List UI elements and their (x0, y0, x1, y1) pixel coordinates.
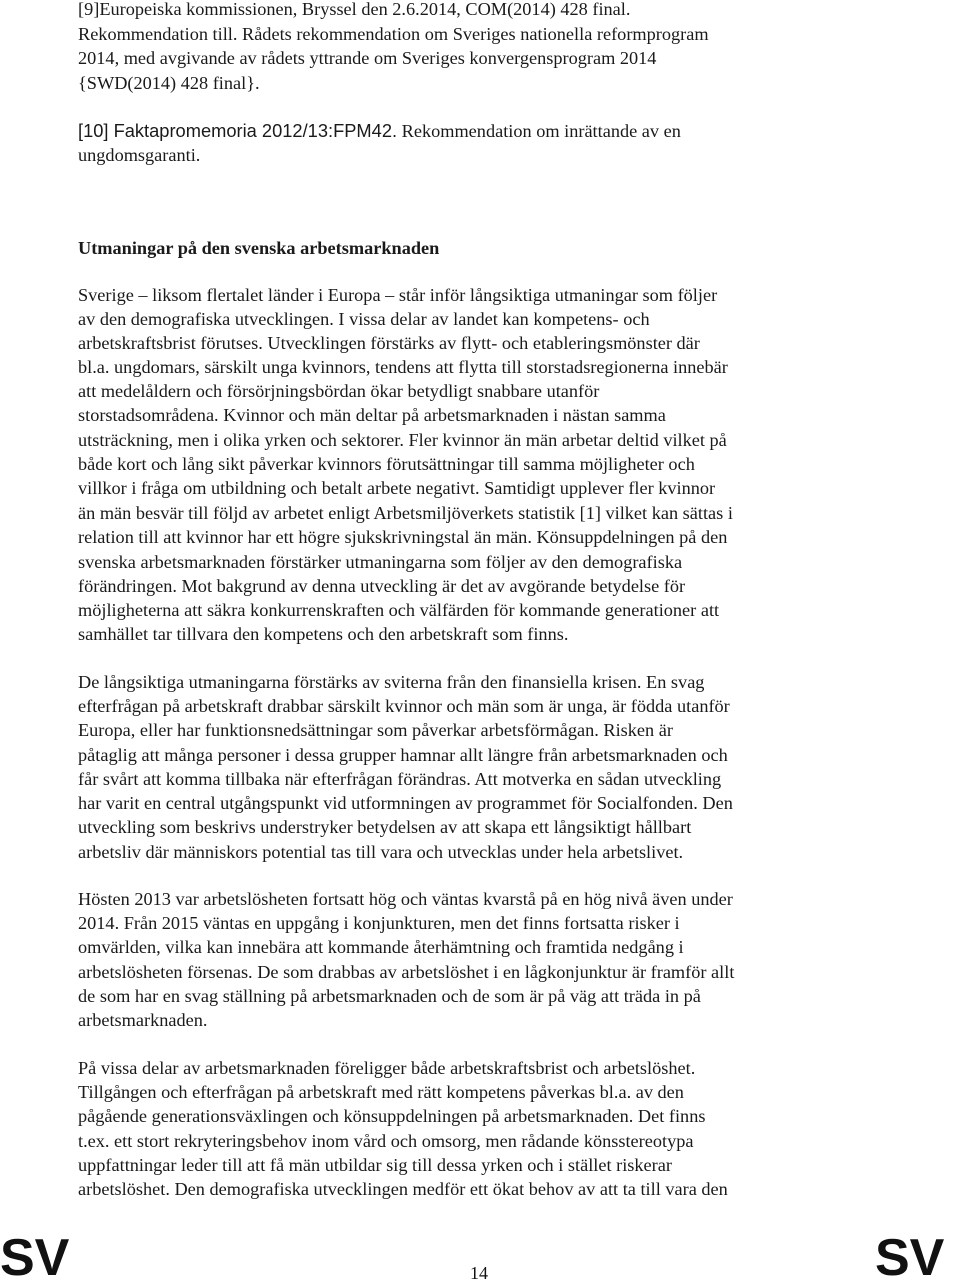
paragraph-line: får svårt att komma tillbaka när efterfrågan förändras. Att motverka en sådan utveckling (78, 769, 722, 789)
paragraph-line: de som har en svag ställning på arbetsmarknaden och de som är på väg att träda in på (78, 986, 701, 1006)
paragraph-line: Sverige – liksom flertalet länder i Europa – står inför långsiktiga utmaningar som följer (78, 285, 718, 305)
footnote-9-line: {SWD(2014) 428 final}. (78, 73, 260, 93)
footer-language-mark-left: SV (0, 1229, 70, 1287)
footnote-10-line: ungdomsgaranti. (78, 145, 201, 165)
footer-language-mark-right: SV (875, 1229, 945, 1287)
paragraph-line: möjligheterna att säkra konkurrenskraften och välfärden för kommande generationer att (78, 600, 720, 620)
footnote-9-line: 2014, med avgivande av rådets yttrande om Sveriges konvergensprogram 2014 (78, 48, 657, 68)
paragraph-line: Hösten 2013 var arbetslösheten fortsatt hög och väntas kvarstå på en hög nivå även under (78, 889, 733, 909)
paragraph-line: har varit en central utgångspunkt vid utformningen av programmet för Socialfonden. Den (78, 793, 733, 813)
paragraph-line: uppfattningar leder till att få män utbildar sig till dessa yrken och i stället riskerar (78, 1155, 672, 1175)
paragraph-line: Tillgången och efterfrågan på arbetskraft med rätt kompetens påverkas bl.a. av den (78, 1082, 684, 1102)
paragraph-line: än män besvär till följd av arbetet enligt Arbetsmiljöverkets statistik [1] vilket kan sättas i (78, 503, 733, 523)
paragraph-line: villkor i fråga om utbildning och betalt arbete negativt. Samtidigt upplever fler kvinnor (78, 478, 716, 498)
paragraph-line: omvärlden, vilka kan innebära att kommande återhämtning och framtida nedgång i (78, 937, 684, 957)
paragraph-line: bl.a. ungdomars, särskilt unga kvinnors, tendens att flytta till storstadsregionerna innebär (78, 357, 728, 377)
paragraph-line: arbetslösheten försenas. De som drabbas av arbetslöshet i en lågkonjunktur är framför allt (78, 962, 735, 982)
paragraph-line: arbetsmarknaden. (78, 1010, 208, 1030)
paragraph-line: De långsiktiga utmaningarna förstärks av sviterna från den finansiella krisen. En svag (78, 672, 705, 692)
paragraph-line: att medelåldern och försörjningsbördan ökar betydligt snabbare utanför (78, 381, 600, 401)
paragraph-line: samhället tar tillvara den kompetens och den arbetskraft som finns. (78, 624, 569, 644)
paragraph-line: arbetsliv där människors potential tas till vara och utvecklas under hela arbetslivet. (78, 842, 684, 862)
paragraph-line: av den demografiska utvecklingen. I vissa delar av landet kan kompetens- och (78, 309, 650, 329)
paragraph-line: relation till att kvinnor har ett högre sjukskrivningstal än män. Könsuppdelningen på den (78, 527, 728, 547)
paragraph-line: förändringen. Mot bakgrund av denna utveckling är det av avgörande betydelse för (78, 576, 686, 596)
footnote-10-title: Rekommendation om inrättande av en (401, 121, 681, 141)
paragraph-line: utveckling som beskrivs understryker betydelsen av att skapa ett långsiktigt hållbart (78, 817, 692, 837)
page-number: 14 (470, 1263, 488, 1283)
footnote-10-reference: [10] Faktapromemoria 2012/13:FPM42. (78, 120, 398, 141)
paragraph-line: t.ex. ett stort rekryteringsbehov inom vård och omsorg, men rådande könsstereotypa (78, 1131, 694, 1151)
section-heading: Utmaningar på den svenska arbetsmarknaden (78, 238, 440, 258)
paragraph-line: påtaglig att många personer i dessa grupper hamnar allt längre från arbetsmarknaden och (78, 745, 728, 765)
footnote-10 (78, 119, 681, 143)
paragraph-line: svenska arbetsmarknaden förstärker utmaningarna som följer av den demografiska (78, 552, 683, 572)
footnote-9-line: [9]Europeiska kommissionen, Bryssel den 2.6.2014, COM(2014) 428 final. (78, 0, 631, 19)
paragraph-line: utsträckning, men i olika yrken och sektorer. Fler kvinnor än män arbetar deltid vilket på (78, 430, 727, 450)
paragraph-line: arbetslöshet. Den demografiska utvecklingen medför ett ökat behov av att ta till vara den (78, 1179, 728, 1199)
paragraph-line: pågående generationsväxlingen och könsuppdelningen på arbetsmarknaden. Det finns (78, 1106, 706, 1126)
paragraph-line: arbetskraftsbrist förutses. Utvecklingen förstärks av flytt- och etableringsmönster där (78, 333, 700, 353)
footnote-9-line: Rekommendation till. Rådets rekommendation om Sveriges nationella reformprogram (78, 24, 709, 44)
paragraph-line: efterfrågan på arbetskraft drabbar särskilt kvinnor och män som är unga, är födda utanför (78, 696, 730, 716)
paragraph-line: Europa, eller har funktionsnedsättningar som påverkar arbetsförmågan. Risken är (78, 720, 673, 740)
paragraph-line: På vissa delar av arbetsmarknaden föreligger både arbetskraftsbrist och arbetslöshet. (78, 1058, 696, 1078)
paragraph-line: storstadsområdena. Kvinnor och män deltar på arbetsmarknaden i nästan samma (78, 405, 666, 425)
paragraph-line: 2014. Från 2015 väntas en uppgång i konjunkturen, men det finns fortsatta risker i (78, 913, 680, 933)
paragraph-line: både kort och lång sikt påverkar kvinnors förutsättningar till samma möjligheter och (78, 454, 695, 474)
